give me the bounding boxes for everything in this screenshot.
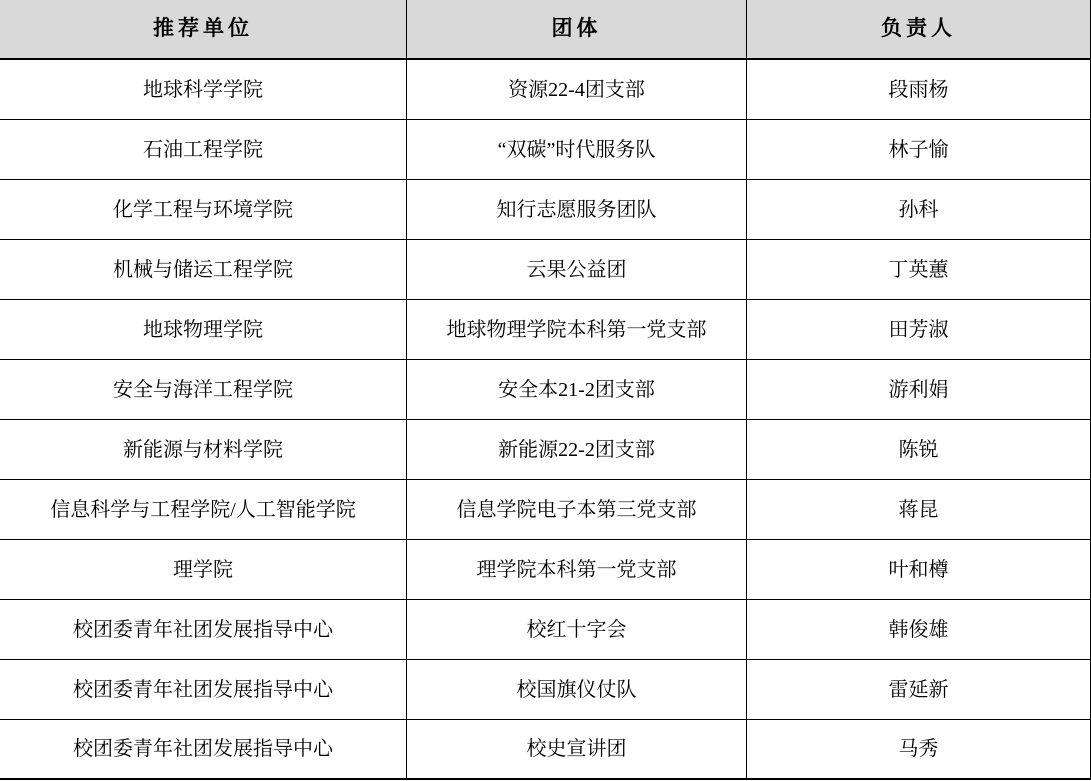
cell-group: 理学院本科第一党支部 (407, 540, 747, 600)
cell-unit: 校团委青年社团发展指导中心 (0, 660, 407, 720)
cell-group: 校国旗仪仗队 (407, 660, 747, 720)
cell-unit: 理学院 (0, 540, 407, 600)
header-cell-unit: 推荐单位 (0, 0, 407, 60)
cell-unit: 石油工程学院 (0, 120, 407, 180)
cell-group: 安全本21-2团支部 (407, 360, 747, 420)
cell-unit: 校团委青年社团发展指导中心 (0, 600, 407, 660)
cell-group: 校红十字会 (407, 600, 747, 660)
cell-leader: 叶和樽 (747, 540, 1091, 600)
cell-leader: 韩俊雄 (747, 600, 1091, 660)
cell-unit: 化学工程与环境学院 (0, 180, 407, 240)
cell-leader: 段雨杨 (747, 60, 1091, 120)
cell-unit: 地球科学学院 (0, 60, 407, 120)
cell-leader: 孙科 (747, 180, 1091, 240)
cell-leader: 蒋昆 (747, 480, 1091, 540)
cell-leader: 陈锐 (747, 420, 1091, 480)
cell-unit: 地球物理学院 (0, 300, 407, 360)
cell-group: 地球物理学院本科第一党支部 (407, 300, 747, 360)
cell-unit: 安全与海洋工程学院 (0, 360, 407, 420)
cell-leader: 林子愉 (747, 120, 1091, 180)
cell-group: 资源22-4团支部 (407, 60, 747, 120)
cell-group: 信息学院电子本第三党支部 (407, 480, 747, 540)
header-cell-group: 团体 (407, 0, 747, 60)
cell-unit: 校团委青年社团发展指导中心 (0, 720, 407, 780)
cell-group: “双碳”时代服务队 (407, 120, 747, 180)
cell-leader: 马秀 (747, 720, 1091, 780)
cell-group: 新能源22-2团支部 (407, 420, 747, 480)
cell-leader: 丁英蕙 (747, 240, 1091, 300)
header-cell-leader: 负责人 (747, 0, 1091, 60)
cell-group: 云果公益团 (407, 240, 747, 300)
cell-leader: 田芳淑 (747, 300, 1091, 360)
cell-unit: 信息科学与工程学院/人工智能学院 (0, 480, 407, 540)
cell-group: 校史宣讲团 (407, 720, 747, 780)
cell-group: 知行志愿服务团队 (407, 180, 747, 240)
cell-leader: 游利娟 (747, 360, 1091, 420)
cell-unit: 新能源与材料学院 (0, 420, 407, 480)
cell-leader: 雷延新 (747, 660, 1091, 720)
cell-unit: 机械与储运工程学院 (0, 240, 407, 300)
